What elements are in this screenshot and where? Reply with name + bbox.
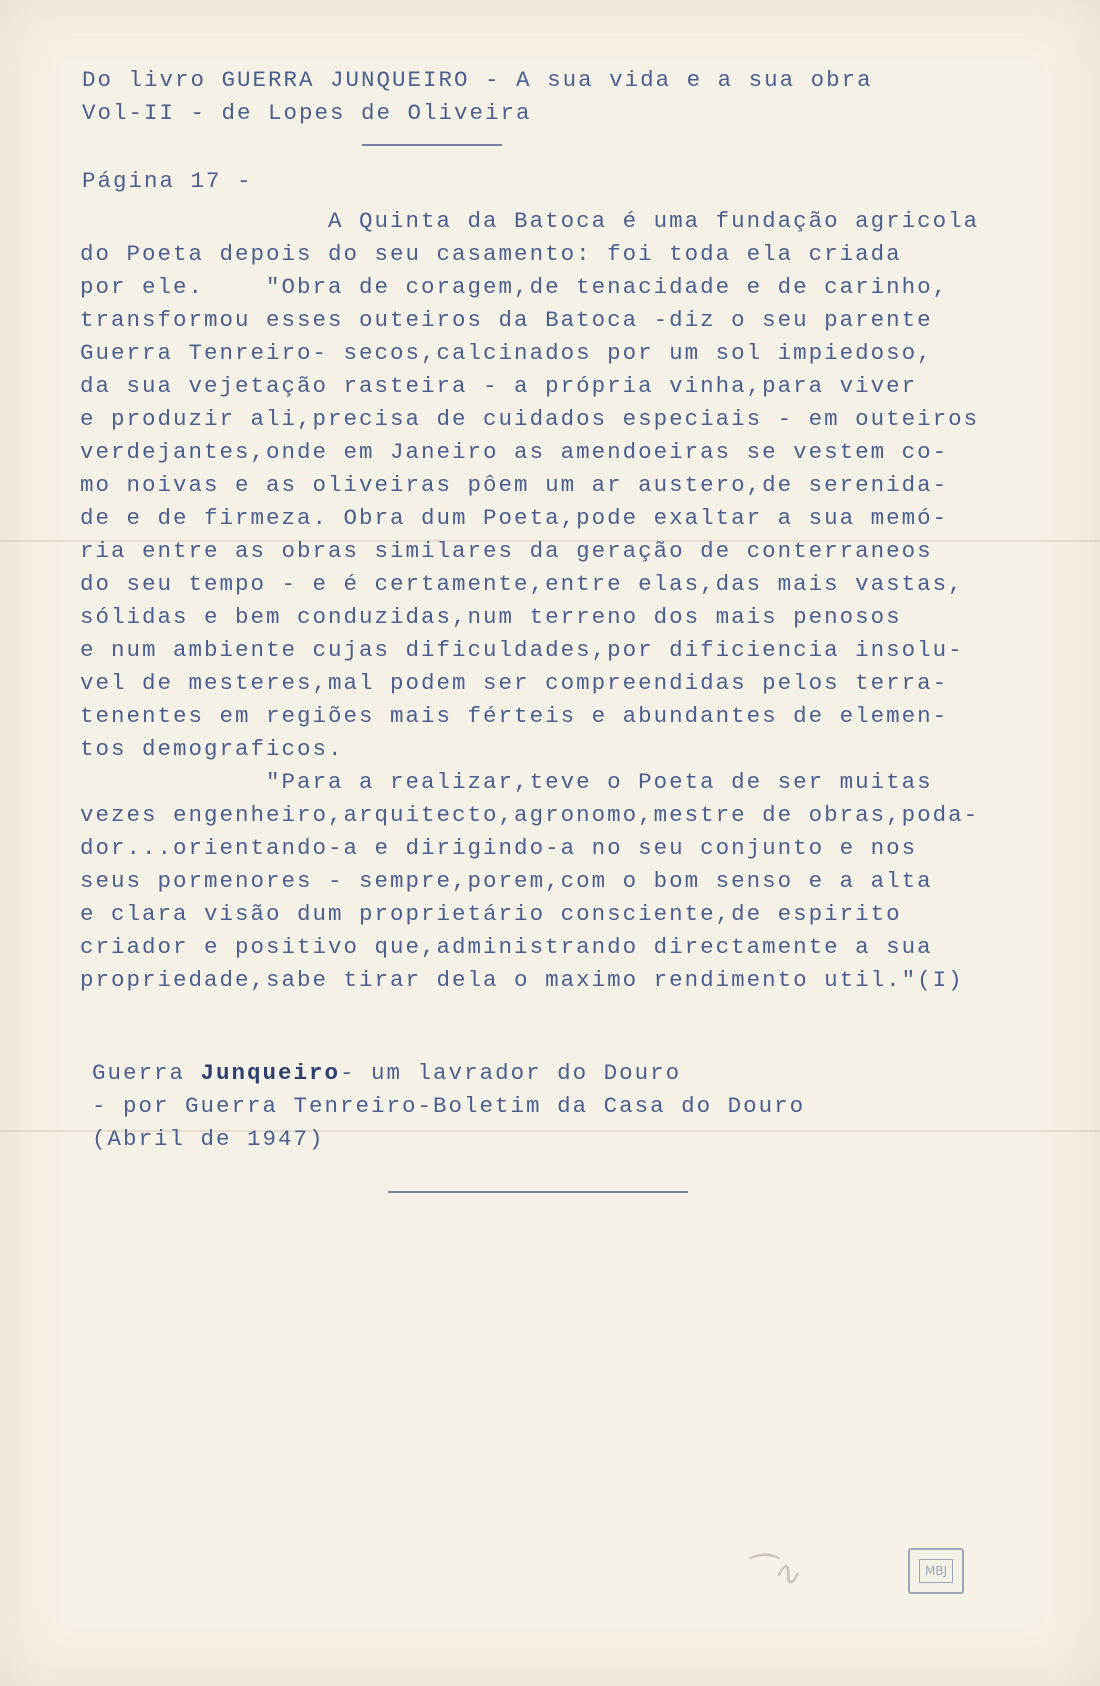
body-line: "Para a realizar,teve o Poeta de ser muitas bbox=[80, 769, 933, 795]
source-line-1-suffix: - um lavrador do Douro bbox=[340, 1060, 682, 1086]
stamp-text: MBJ bbox=[919, 1559, 953, 1583]
source-citation bbox=[92, 1057, 805, 1156]
quoted-body-text bbox=[80, 205, 979, 997]
footer-divider bbox=[388, 1191, 688, 1193]
body-line: e clara visão dum proprietário consciente,de espirito bbox=[80, 901, 902, 927]
body-line: e num ambiente cujas dificuldades,por dificiencia insolu- bbox=[80, 637, 964, 663]
body-line: criador e positivo que,administrando directamente a sua bbox=[80, 934, 933, 960]
source-line-3: (Abril de 1947) bbox=[92, 1126, 325, 1152]
body-line: da sua vejetação rasteira - a própria vinha,para viver bbox=[80, 373, 918, 399]
source-line-2: - por Guerra Tenreiro-Boletim da Casa do Douro bbox=[92, 1093, 806, 1119]
body-line: vel de mesteres,mal podem ser compreendidas pelos terra- bbox=[80, 670, 949, 696]
body-line: propriedade,sabe tirar dela o maximo rendimento util."(I) bbox=[80, 967, 964, 993]
body-line: do seu tempo - e é certamente,entre elas,das mais vastas, bbox=[80, 571, 964, 597]
body-line: ria entre as obras similares da geração de conterraneos bbox=[80, 538, 933, 564]
header-line-2: Vol-II - de Lopes de Oliveira bbox=[82, 100, 532, 126]
body-line: do Poeta depois do seu casamento: foi toda ela criada bbox=[80, 241, 902, 267]
body-line: e produzir ali,precisa de cuidados especiais - em outeiros bbox=[80, 406, 980, 432]
body-line: por ele. "Obra de coragem,de tenacidade e de carinho, bbox=[80, 274, 949, 300]
page-label: Página 17 - bbox=[82, 168, 253, 194]
body-line: tos demograficos. bbox=[80, 736, 344, 762]
body-line: tenentes em regiões mais férteis e abundantes de elemen- bbox=[80, 703, 949, 729]
header-line-1: Do livro GUERRA JUNQUEIRO - A sua vida e a sua obra bbox=[82, 67, 873, 93]
body-line: dor...orientando-a e dirigindo-a no seu conjunto e nos bbox=[80, 835, 918, 861]
body-line: mo noivas e as oliveiras pôem um ar austero,de serenida- bbox=[80, 472, 949, 498]
archive-stamp bbox=[908, 1548, 964, 1594]
body-line: verdejantes,onde em Janeiro as amendoeiras se vestem co- bbox=[80, 439, 949, 465]
source-line-1-prefix: Guerra bbox=[92, 1060, 201, 1086]
header-divider bbox=[362, 144, 502, 146]
body-line: transformou esses outeiros da Batoca -diz o seu parente bbox=[80, 307, 933, 333]
body-line: vezes engenheiro,arquitecto,agronomo,mestre de obras,poda- bbox=[80, 802, 980, 828]
source-line-1-bold: Junqueiro bbox=[200, 1060, 341, 1086]
document-header bbox=[82, 64, 873, 130]
body-line: Guerra Tenreiro- secos,calcinados por um sol impiedoso, bbox=[80, 340, 933, 366]
body-line: sólidas e bem conduzidas,num terreno dos mais penosos bbox=[80, 604, 902, 630]
body-line: de e de firmeza. Obra dum Poeta,pode exaltar a sua memó- bbox=[80, 505, 949, 531]
pencil-mark: ⁀∿ bbox=[744, 1554, 800, 1594]
body-line: seus pormenores - sempre,porem,com o bom senso e a alta bbox=[80, 868, 933, 894]
body-line: A Quinta da Batoca é uma fundação agricola bbox=[80, 208, 980, 234]
